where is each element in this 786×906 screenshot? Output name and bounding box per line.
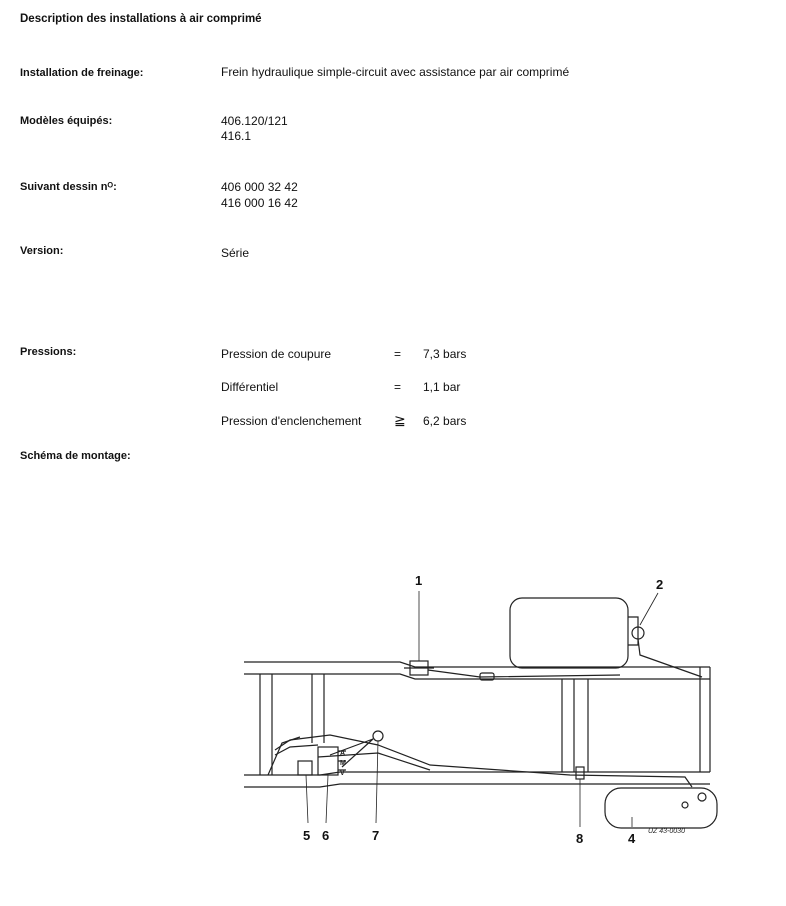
component-8-fitting	[576, 767, 584, 779]
lower-frame-rail-lower-edge	[244, 784, 710, 787]
callout-1: 1	[415, 573, 423, 588]
pressure-operator: =	[394, 347, 402, 361]
valve-letter-a: A	[340, 750, 346, 757]
pressure-value: 6,2 bars	[423, 414, 467, 428]
upper-frame-rail	[244, 662, 710, 667]
installation-label: Installation de freinage:	[20, 67, 144, 79]
pressure-value: 7,3 bars	[423, 347, 467, 361]
cross-member-center-left	[312, 674, 324, 743]
cross-member-far-right	[700, 667, 710, 772]
pressure-operator: ≧	[394, 412, 406, 428]
pressures-label: Pressions:	[20, 346, 77, 358]
figure-reference: UZ 43-0030	[648, 828, 685, 835]
callout-7: 7	[372, 828, 380, 843]
version-label: Version:	[20, 245, 64, 257]
callout-2: 2	[656, 577, 664, 592]
valve-letter-m: M	[340, 760, 346, 767]
pressure-value: 1,1 bar	[423, 380, 461, 394]
models-label: Modèles équipés:	[20, 115, 113, 127]
pressure-operator: =	[394, 380, 402, 394]
air-pipe-main	[428, 670, 620, 677]
drawing-value-1: 406 000 32 42	[221, 180, 298, 194]
schema-label: Schéma de montage:	[20, 450, 131, 462]
document-title: Description des installations à air comprimé	[20, 13, 262, 25]
cross-member-center-right	[562, 679, 574, 772]
component-7-fitting	[373, 731, 383, 741]
assembly-diagram	[230, 565, 730, 855]
callout-6: 6	[322, 828, 330, 843]
installation-value: Frein hydraulique simple-circuit avec assistance par air comprimé	[221, 65, 570, 79]
component-5-unit	[298, 761, 312, 775]
pressure-name: Différentiel	[221, 380, 279, 394]
pressure-name: Pression de coupure	[221, 347, 332, 361]
drawing-value-2: 416 000 16 42	[221, 196, 298, 210]
callout-8: 8	[576, 831, 584, 846]
valve-letter-v: V	[340, 770, 345, 777]
drawing-label: Suivant dessin nᴼ:	[20, 181, 117, 193]
lower-frame-rail	[244, 772, 710, 775]
cross-member-left	[260, 674, 272, 775]
models-value-2: 416.1	[221, 129, 252, 143]
upper-air-tank	[510, 598, 628, 668]
models-value-1: 406.120/121	[221, 114, 288, 128]
version-value: Série	[221, 246, 250, 260]
component-6-valve-block	[318, 747, 338, 775]
callout-4: 4	[628, 831, 636, 846]
pressure-name: Pression d'enclenchement	[221, 414, 362, 428]
callout-5: 5	[303, 828, 311, 843]
